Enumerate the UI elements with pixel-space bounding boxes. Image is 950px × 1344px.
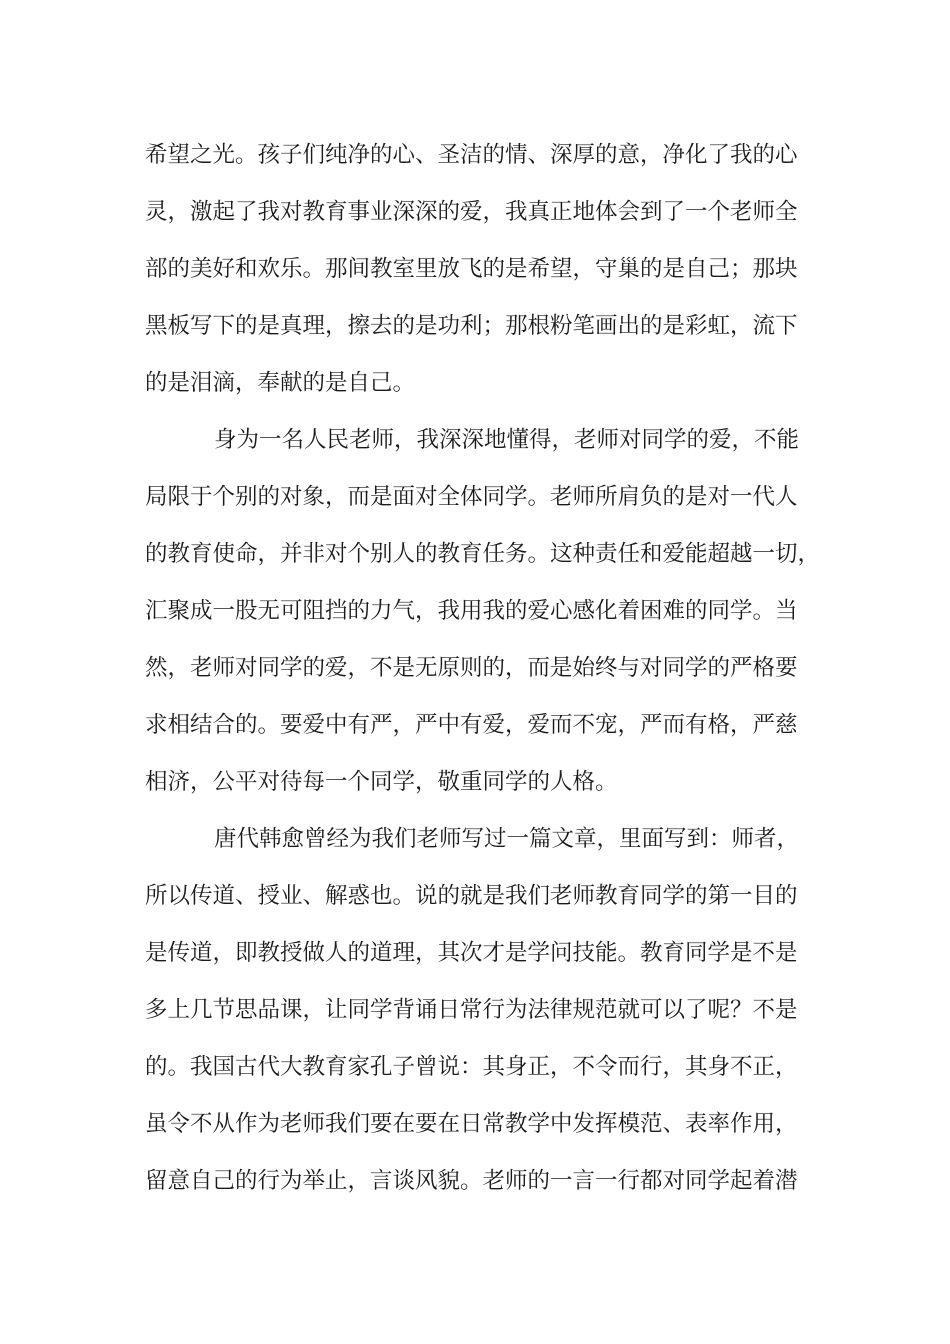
paragraph-3-line-5: 的。我国古代大教育家孔子曾说：其身正，不令而行，其身不正，	[145, 1054, 798, 1080]
paragraph-1-line-3: 部的美好和欢乐。那间教室里放飞的是希望，守巢的是自己；那块	[145, 256, 798, 282]
paragraph-2-line-2: 局限于个别的对象，而是面对全体同学。老师所肩负的是对一代人	[145, 484, 798, 510]
paragraph-2-line-6: 求相结合的。要爱中有严，严中有爱，爱而不宠，严而有格，严慈	[145, 712, 798, 738]
paragraph-3-line-3: 是传道，即教授做人的道理，其次才是学问技能。教育同学是不是	[145, 940, 798, 966]
paragraph-3-line-7: 留意自己的行为举止，言谈风貌。老师的一言一行都对同学起着潜	[145, 1168, 798, 1194]
paragraph-1-line-1: 希望之光。孩子们纯净的心、圣洁的情、深厚的意，净化了我的心	[145, 142, 798, 168]
paragraph-1-line-5: 的是泪滴，奉献的是自己。	[145, 370, 416, 396]
paragraph-1-line-4: 黑板写下的是真理，擦去的是功利；那根粉笔画出的是彩虹，流下	[145, 313, 798, 339]
paragraph-3-line-1: 唐代韩愈曾经为我们老师写过一篇文章，里面写到：师者，	[214, 826, 800, 852]
paragraph-2-line-3: 的教育使命，并非对个别人的教育任务。这种责任和爱能超越一切，	[145, 541, 821, 567]
paragraph-2-line-1: 身为一名人民老师，我深深地懂得，老师对同学的爱，不能	[214, 427, 800, 453]
paragraph-2-line-7: 相济，公平对待每一个同学，敬重同学的人格。	[145, 769, 618, 795]
paragraph-2-line-5: 然，老师对同学的爱，不是无原则的，而是始终与对同学的严格要	[145, 655, 798, 681]
paragraph-3-line-4: 多上几节思品课，让同学背诵日常行为法律规范就可以了呢？不是	[145, 997, 798, 1023]
paragraph-2-line-4: 汇聚成一股无可阻挡的力气，我用我的爱心感化着困难的同学。当	[145, 598, 798, 624]
paragraph-3-line-2: 所以传道、授业、解惑也。说的就是我们老师教育同学的第一目的	[145, 883, 798, 909]
paragraph-1-line-2: 灵，激起了我对教育事业深深的爱，我真正地体会到了一个老师全	[145, 199, 798, 225]
paragraph-3-line-6: 虽令不从作为老师我们要在要在日常教学中发挥模范、表率作用，	[145, 1111, 798, 1137]
